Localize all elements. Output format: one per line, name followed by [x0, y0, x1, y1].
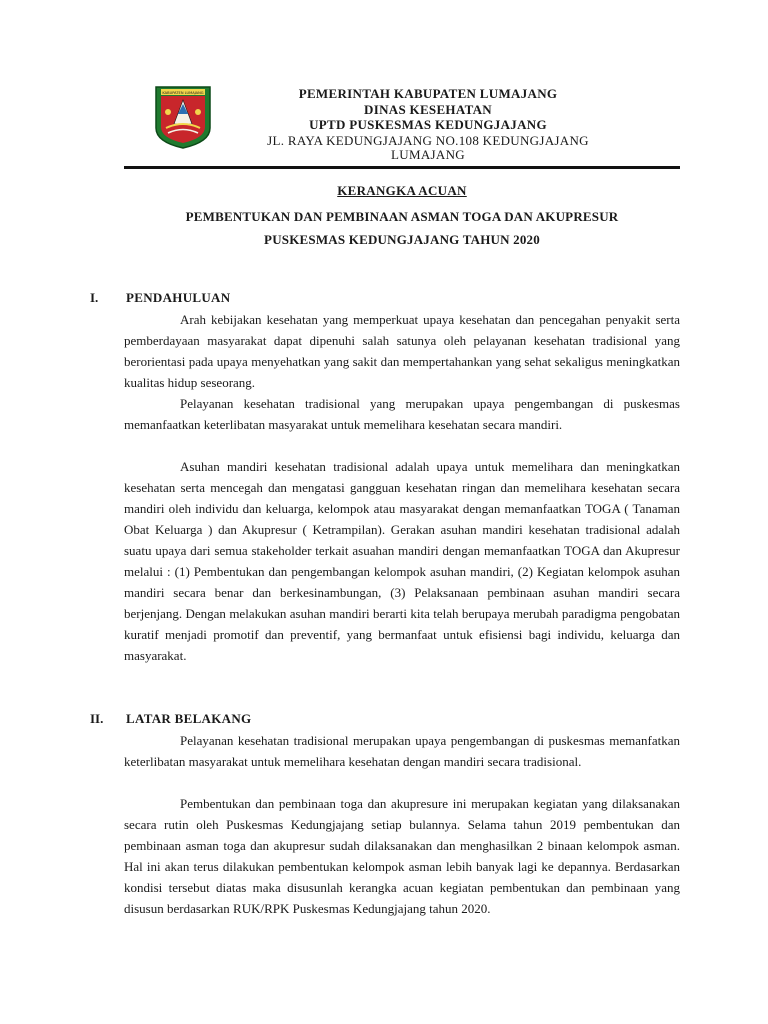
section-1-heading: PENDAHULUAN — [126, 290, 231, 305]
letterhead-government: PEMERINTAH KABUPATEN LUMAJANG — [298, 86, 558, 101]
section-1-paragraph-2: Pelayanan kesehatan tradisional yang merupakan upaya pengembangan di puskesmas memanfaatkan keterlibatan masyarakat untuk memelihara kesehatan secara mandiri. — [124, 396, 680, 432]
document-title — [124, 205, 680, 251]
letterhead-divider — [124, 166, 680, 169]
section-1-paragraph-3: Asuhan mandiri kesehatan tradisional adalah upaya untuk memelihara dan meningkatkan kesehatan serta mencegah dan mengatasi gangguan kesehatan ringan dan memelihara kesehatan secara mandiri oleh individu dan keluarga, kelompok atau masyarakat dengan memanfaatkan TOGA ( Tanaman Obat Keluarga ) dan Akupresur ( Ketrampilan). Gerakan asuhan mandiri kesehatan tradisional adalah suatu upaya dari semua stakeholder terkait asuahan mandiri dengan memanfaatkan TOGA dan Akupresur melalui : (1) Pembentukan dan pengembangan kelompok asuhan mandiri, (2) Kegiatan kelompok asuhan mandiri secara benar dan berkesinambungan, (3) Pelaksanaan pembinaan asuhan mandiri secara berjenjang. Dengan melakukan asuhan mandiri berarti kita telah berupaya merubah paradigma pengobatan kuratif menjadi promotif dan preventif, yang bermanfaat untuk efisiensi bagi individu, keluarga dan masyarakat. — [124, 459, 680, 663]
document-type: KERANGKA ACUAN — [337, 183, 467, 198]
section-2-number: II. — [90, 711, 104, 726]
letterhead-institution: UPTD PUSKESMAS KEDUNGJAJANG — [309, 117, 547, 132]
document-title-line2: PUSKESMAS KEDUNGJAJANG TAHUN 2020 — [264, 232, 540, 247]
letterhead-address: JL. RAYA KEDUNGJAJANG NO.108 KEDUNGJAJANG LUMAJANG — [267, 133, 589, 162]
section-2-heading: LATAR BELAKANG — [126, 711, 252, 726]
section-1-paragraph-1: Arah kebijakan kesehatan yang memperkuat upaya kesehatan dan pencegahan penyakit serta pemberdayaan masyarakat dapat dipenuhi salah satunya oleh pelayanan kesehatan tradisional yang berorientasi pada upaya menyehatkan yang sakit dan mempertahankan yang sehat sekaligus meningkatkan kualitas hidup seseorang. — [124, 312, 680, 390]
section-2-paragraph-1: Pelayanan kesehatan tradisional merupakan upaya pengembangan di puskesmas memanfatkan keterlibatan masyarakat untuk memelihara kesehatan dengan mandiri secara tradisional. — [124, 733, 680, 769]
section-1-number: I. — [90, 290, 99, 305]
letterhead — [238, 86, 618, 162]
section-2-paragraph-2: Pembentukan dan pembinaan toga dan akupresure ini merupakan kegiatan yang dilaksanakan secara rutin oleh Puskesmas Kedungjajang setiap bulannya. Selama tahun 2019 pembentukan dan pembinaan asman toga dan akupresur sudah dilaksanakan dan menghasilkan 2 binaan kelompok asman. Hal ini akan terus dilakukan pembentukan kelompok asman lebih banyak lagi ke depannya. Berdasarkan kondisi tersebut diatas maka disusunlah kerangka acuan kegiatan pembentukan dan pembinaan yang disusun berdasarkan RUK/RPK Puskesmas Kedungjajang tahun 2020. — [124, 796, 680, 916]
letterhead-department: DINAS KESEHATAN — [364, 102, 492, 117]
document-title-line1: PEMBENTUKAN DAN PEMBINAAN ASMAN TOGA DAN AKUPRESUR — [185, 209, 619, 224]
lumajang-emblem-logo — [152, 84, 214, 150]
logo-lettering: KABUPATEN LUMAJANG — [162, 91, 204, 95]
